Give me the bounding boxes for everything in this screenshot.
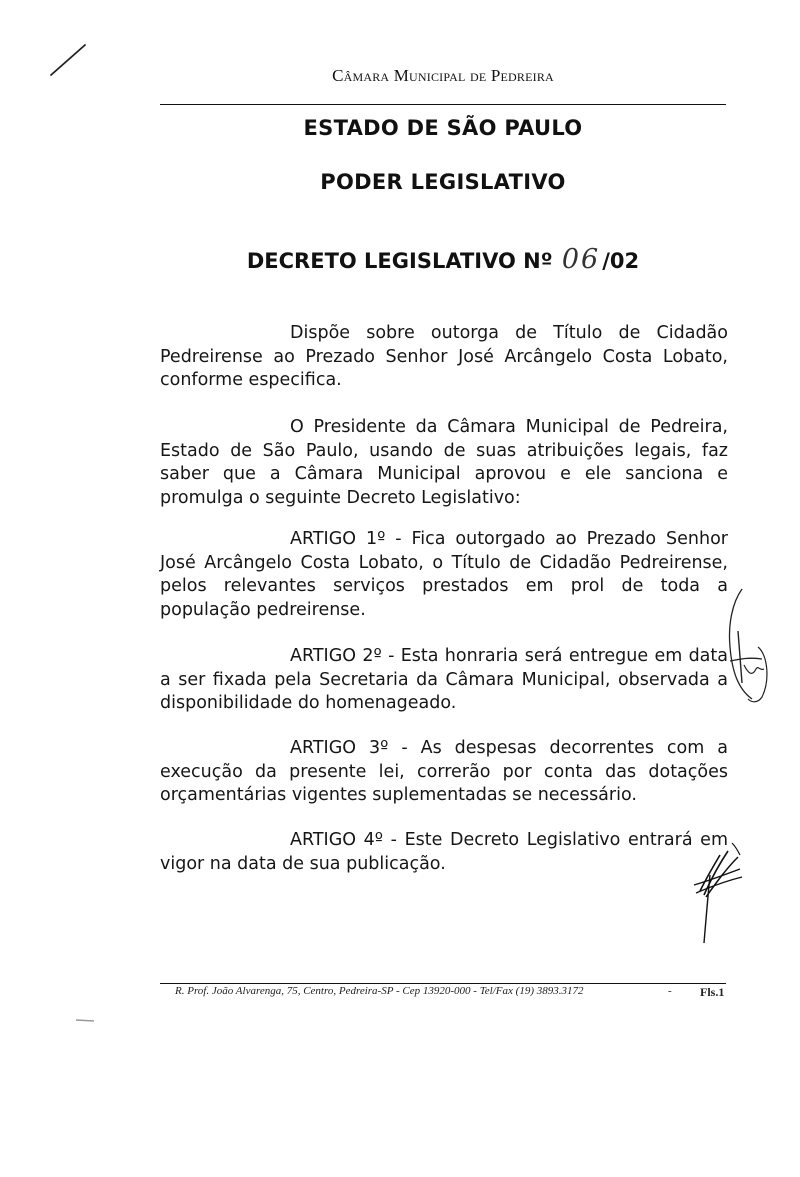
footer-address: R. Prof. João Alvarenga, 75, Centro, Pedreira-SP - Cep 13920-000 - Tel/Fax (19) 3893.3172: [175, 985, 584, 997]
article-2: ARTIGO 2º - Esta honraria será entregue em data a ser fixada pela Secretaria da Câmara Municipal, observada a disponibilidade do homenageado.: [160, 646, 728, 713]
institution-name: Câmara Municipal de Pedreira: [332, 66, 554, 85]
article-3: ARTIGO 3º - As despesas decorrentes com a execução da presente lei, correrão por conta das dotações orçamentárias vigentes suplementadas se necessário.: [160, 738, 728, 805]
page-number: Fls.1: [700, 985, 725, 999]
footer-rule: [160, 983, 726, 984]
intro-paragraph: O Presidente da Câmara Municipal de Pedreira, Estado de São Paulo, usando de suas atribuições legais, faz saber que a Câmara Municipal aprovou e ele sanciona e promulga o seguinte Decreto Legislativo:: [160, 417, 728, 508]
decree-title: [160, 244, 726, 275]
decree-year: /02: [602, 249, 640, 273]
header-rule: [160, 104, 726, 105]
footer-separator: -: [668, 985, 672, 997]
article-1: ARTIGO 1º - Fica outorgado ao Prezado Senhor José Arcângelo Costa Lobato, o Título de Cidadão Pedreirense, pelos relevantes serviços prestados em prol de toda a população pedreirense.: [160, 529, 728, 620]
power-heading: PODER LEGISLATIVO: [320, 170, 566, 194]
scan-speck: [74, 1016, 96, 1024]
ementa-paragraph: Dispõe sobre outorga de Título de Cidadão Pedreirense ao Prezado Senhor José Arcângelo Costa Lobato, conforme especifica.: [160, 323, 728, 390]
state-heading: ESTADO DE SÃO PAULO: [303, 116, 583, 140]
decree-title-prefix: DECRETO LEGISLATIVO Nº: [246, 249, 553, 273]
pen-stroke-mark: [45, 40, 90, 80]
signature-mark: [680, 825, 755, 950]
article-4: ARTIGO 4º - Este Decreto Legislativo entrará em vigor na data de sua publicação.: [160, 830, 728, 874]
margin-initials-mark: [718, 585, 798, 710]
decree-number-handwritten: 06: [561, 244, 601, 275]
